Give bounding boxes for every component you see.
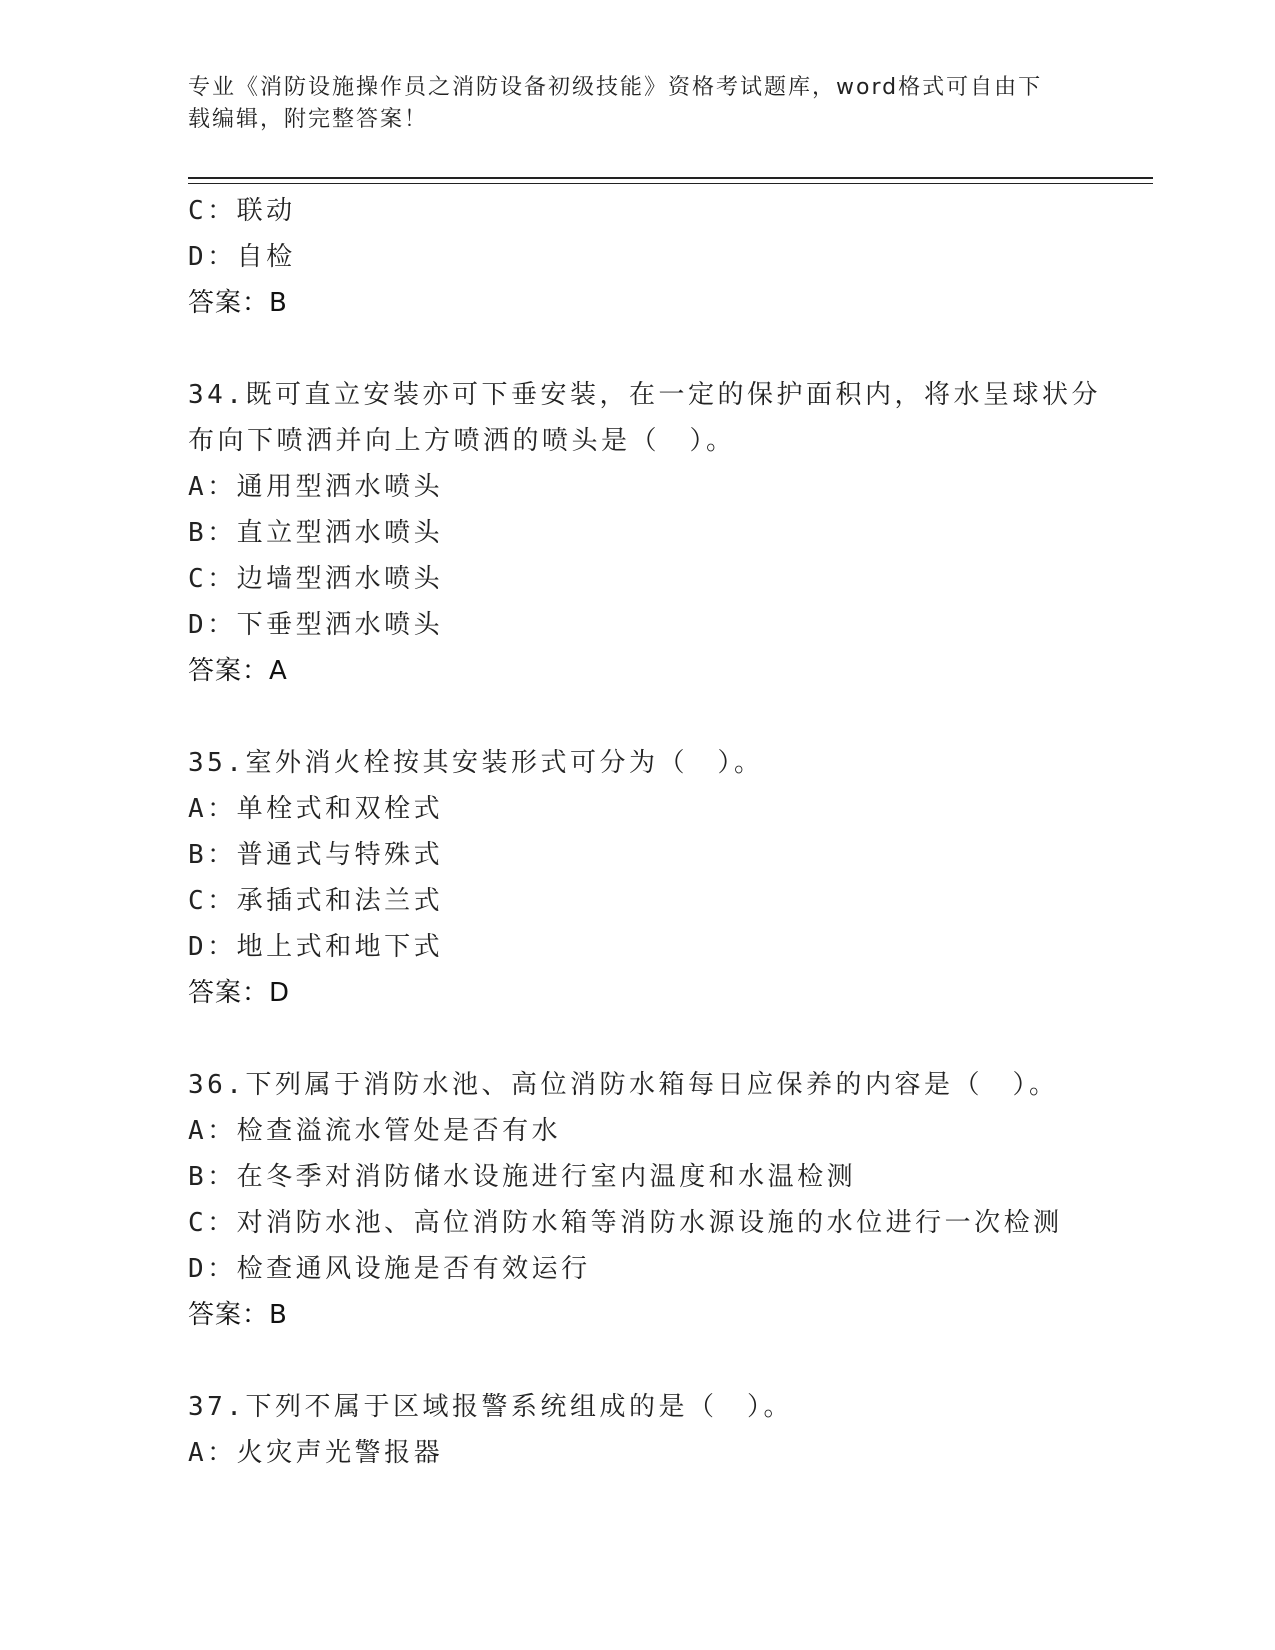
question-36 — [188, 1062, 1088, 1338]
option-row — [188, 464, 1088, 510]
question-content — [188, 188, 1101, 1476]
answer-line: 答案：B — [188, 288, 288, 318]
option-text: 直立型洒水喷头 — [236, 518, 444, 548]
option-row — [188, 510, 1088, 556]
question-stem: 37.下列不属于区域报警系统组成的是（ ）。 — [188, 1392, 793, 1422]
option-text: 地上式和地下式 — [236, 932, 444, 962]
option-row — [188, 188, 1088, 234]
spacer — [188, 1338, 1088, 1384]
option-label: C： — [188, 886, 237, 916]
option-row — [188, 1108, 1088, 1154]
option-text: 通用型洒水喷头 — [236, 472, 444, 502]
option-text: 在冬季对消防储水设施进行室内温度和水温检测 — [236, 1162, 857, 1192]
option-text: 检查通风设施是否有效运行 — [236, 1254, 591, 1284]
spacer — [188, 694, 1088, 740]
answer-line: 答案：B — [188, 1300, 288, 1330]
header-line-2: 载编辑，附完整答案！ — [188, 107, 429, 132]
question-34 — [188, 372, 1101, 694]
answer-line: 答案：A — [188, 656, 288, 686]
option-text: 承插式和法兰式 — [236, 886, 444, 916]
option-label: D： — [188, 932, 237, 962]
header-divider-thin — [188, 183, 1153, 184]
option-row — [188, 1200, 1088, 1246]
question-35 — [188, 740, 1088, 1016]
option-row — [188, 878, 1088, 924]
option-text: 检查溢流水管处是否有水 — [236, 1116, 562, 1146]
option-label: C： — [188, 1208, 237, 1238]
option-row — [188, 602, 1088, 648]
option-row — [188, 234, 1088, 280]
option-text: 联动 — [236, 196, 296, 226]
option-label: A： — [188, 1116, 237, 1146]
option-text: 单栓式和双栓式 — [236, 794, 444, 824]
document-header — [188, 72, 1088, 136]
question-stem: 35.室外消火栓按其安装形式可分为（ ）。 — [188, 748, 764, 778]
option-label: B： — [188, 840, 237, 870]
header-line-1: 专业《消防设施操作员之消防设备初级技能》资格考试题库，word格式可自由下 — [188, 75, 1043, 100]
option-label: C： — [188, 564, 237, 594]
spacer — [188, 326, 1088, 372]
option-row — [188, 1154, 1088, 1200]
option-row — [188, 786, 1088, 832]
option-row — [188, 924, 1088, 970]
option-text: 下垂型洒水喷头 — [236, 610, 444, 640]
question-37 — [188, 1384, 1088, 1476]
option-text: 普通式与特殊式 — [236, 840, 444, 870]
answer-line: 答案：D — [188, 978, 291, 1008]
option-label: B： — [188, 1162, 237, 1192]
option-label: A： — [188, 1438, 237, 1468]
option-row — [188, 1430, 1088, 1476]
option-label: C： — [188, 196, 237, 226]
option-label: A： — [188, 472, 237, 502]
option-label: A： — [188, 794, 237, 824]
question-stem: 36.下列属于消防水池、高位消防水箱每日应保养的内容是（ ）。 — [188, 1070, 1059, 1100]
question-stem: 34.既可直立安装亦可下垂安装，在一定的保护面积内，将水呈球状分 — [188, 380, 1101, 410]
question-stem-continued: 布向下喷洒并向上方喷洒的喷头是（ ）。 — [188, 426, 736, 456]
option-row — [188, 556, 1088, 602]
option-text: 自检 — [236, 242, 296, 272]
option-text: 边墙型洒水喷头 — [236, 564, 444, 594]
option-label: D： — [188, 610, 237, 640]
option-label: D： — [188, 242, 237, 272]
option-label: B： — [188, 518, 237, 548]
option-label: D： — [188, 1254, 237, 1284]
option-text: 对消防水池、高位消防水箱等消防水源设施的水位进行一次检测 — [236, 1208, 1063, 1238]
previous-question — [188, 188, 1088, 326]
option-row — [188, 1246, 1088, 1292]
option-row — [188, 832, 1088, 878]
header-divider-thick — [188, 177, 1153, 179]
option-text: 火灾声光警报器 — [236, 1438, 444, 1468]
spacer — [188, 1016, 1088, 1062]
